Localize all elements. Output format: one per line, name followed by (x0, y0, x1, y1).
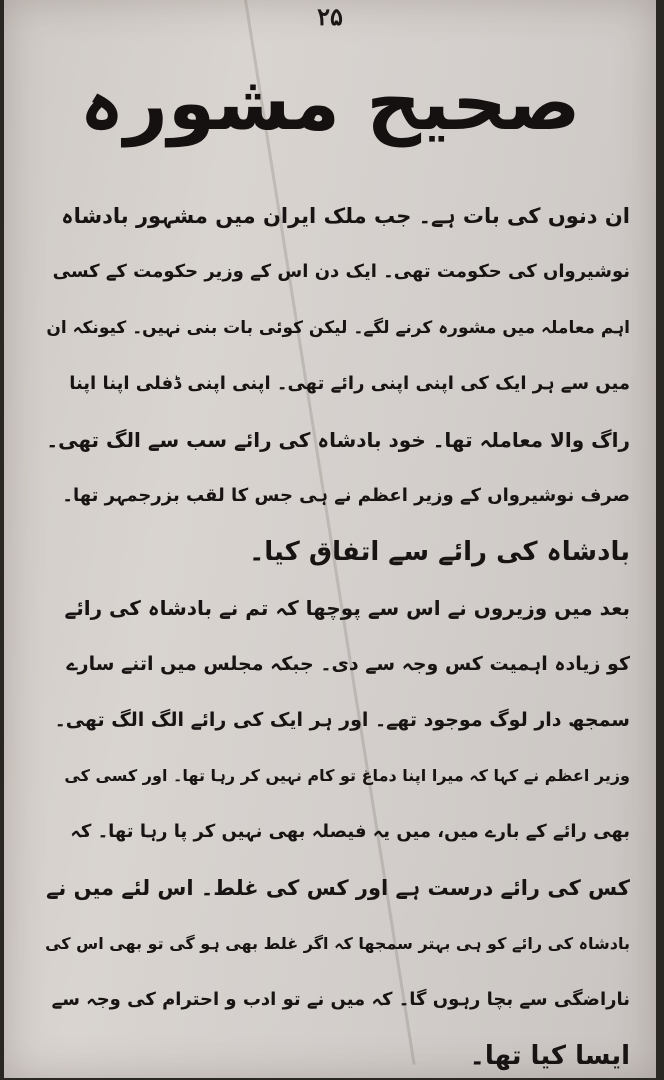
text-line: میں سے ہر ایک کی اپنی اپنی رائے تھی۔ اپنی اپنی ڈفلی اپنا اپنا (69, 373, 630, 394)
text-line: بادشاہ کی رائے سے اتفاق کیا۔ (249, 537, 630, 567)
page-number: ۲۵ (317, 2, 343, 31)
text-line: وزیر اعظم نے کہا کہ میرا اپنا دماغ تو کام نہیں کر رہا تھا۔ اور کسی کی (64, 766, 630, 785)
text-line: ناراضگی سے بچا رہوں گا۔ کہ میں نے تو ادب و احترام کی وجہ سے (51, 989, 630, 1010)
text-line: صرف نوشیرواں کے وزیر اعظم نے ہی جس کا لقب بزرجمہر تھا۔ (62, 485, 630, 506)
text-line: بھی رائے کے بارے میں، میں یہ فیصلہ بھی نہیں کر پا رہا تھا۔ کہ (70, 821, 630, 842)
text-line: کو زیادہ اہمیت کس وجہ سے دی۔ جبکہ مجلس میں اتنے سارے (66, 653, 630, 675)
text-line: راگ والا معاملہ تھا۔ خود بادشاہ کی رائے سب سے الگ تھی۔ (46, 428, 630, 452)
text-line: اہم معاملہ میں مشورہ کرنے لگے۔ لیکن کوئی بات بنی نہیں۔ کیونکہ ان (46, 318, 630, 338)
text-line: سمجھ دار لوگ موجود تھے۔ اور ہر ایک کی رائے الگ الگ تھی۔ (54, 709, 630, 731)
story-body (42, 188, 630, 1078)
text-line: نوشیرواں کی حکومت تھی۔ ایک دن اس کے وزیر حکومت کے کسی (52, 261, 630, 282)
text-line: کس کی رائے درست ہے اور کس کی غلط۔ اس لئے میں نے (46, 876, 630, 900)
book-page (4, 0, 656, 1078)
text-line: بادشاہ کی رائے کو ہی بہتر سمجھا کہ اگر غلط بھی ہو گی تو بھی اس کی (45, 934, 630, 953)
story-title: صحیح مشورہ (79, 58, 581, 147)
text-line: ان دنوں کی بات ہے۔ جب ملک ایران میں مشہور بادشاہ (61, 204, 630, 228)
text-line: بعد میں وزیروں نے اس سے پوچھا کہ تم نے بادشاہ کی رائے (64, 596, 630, 620)
text-line: ایسا کیا تھا۔ (469, 1041, 630, 1071)
